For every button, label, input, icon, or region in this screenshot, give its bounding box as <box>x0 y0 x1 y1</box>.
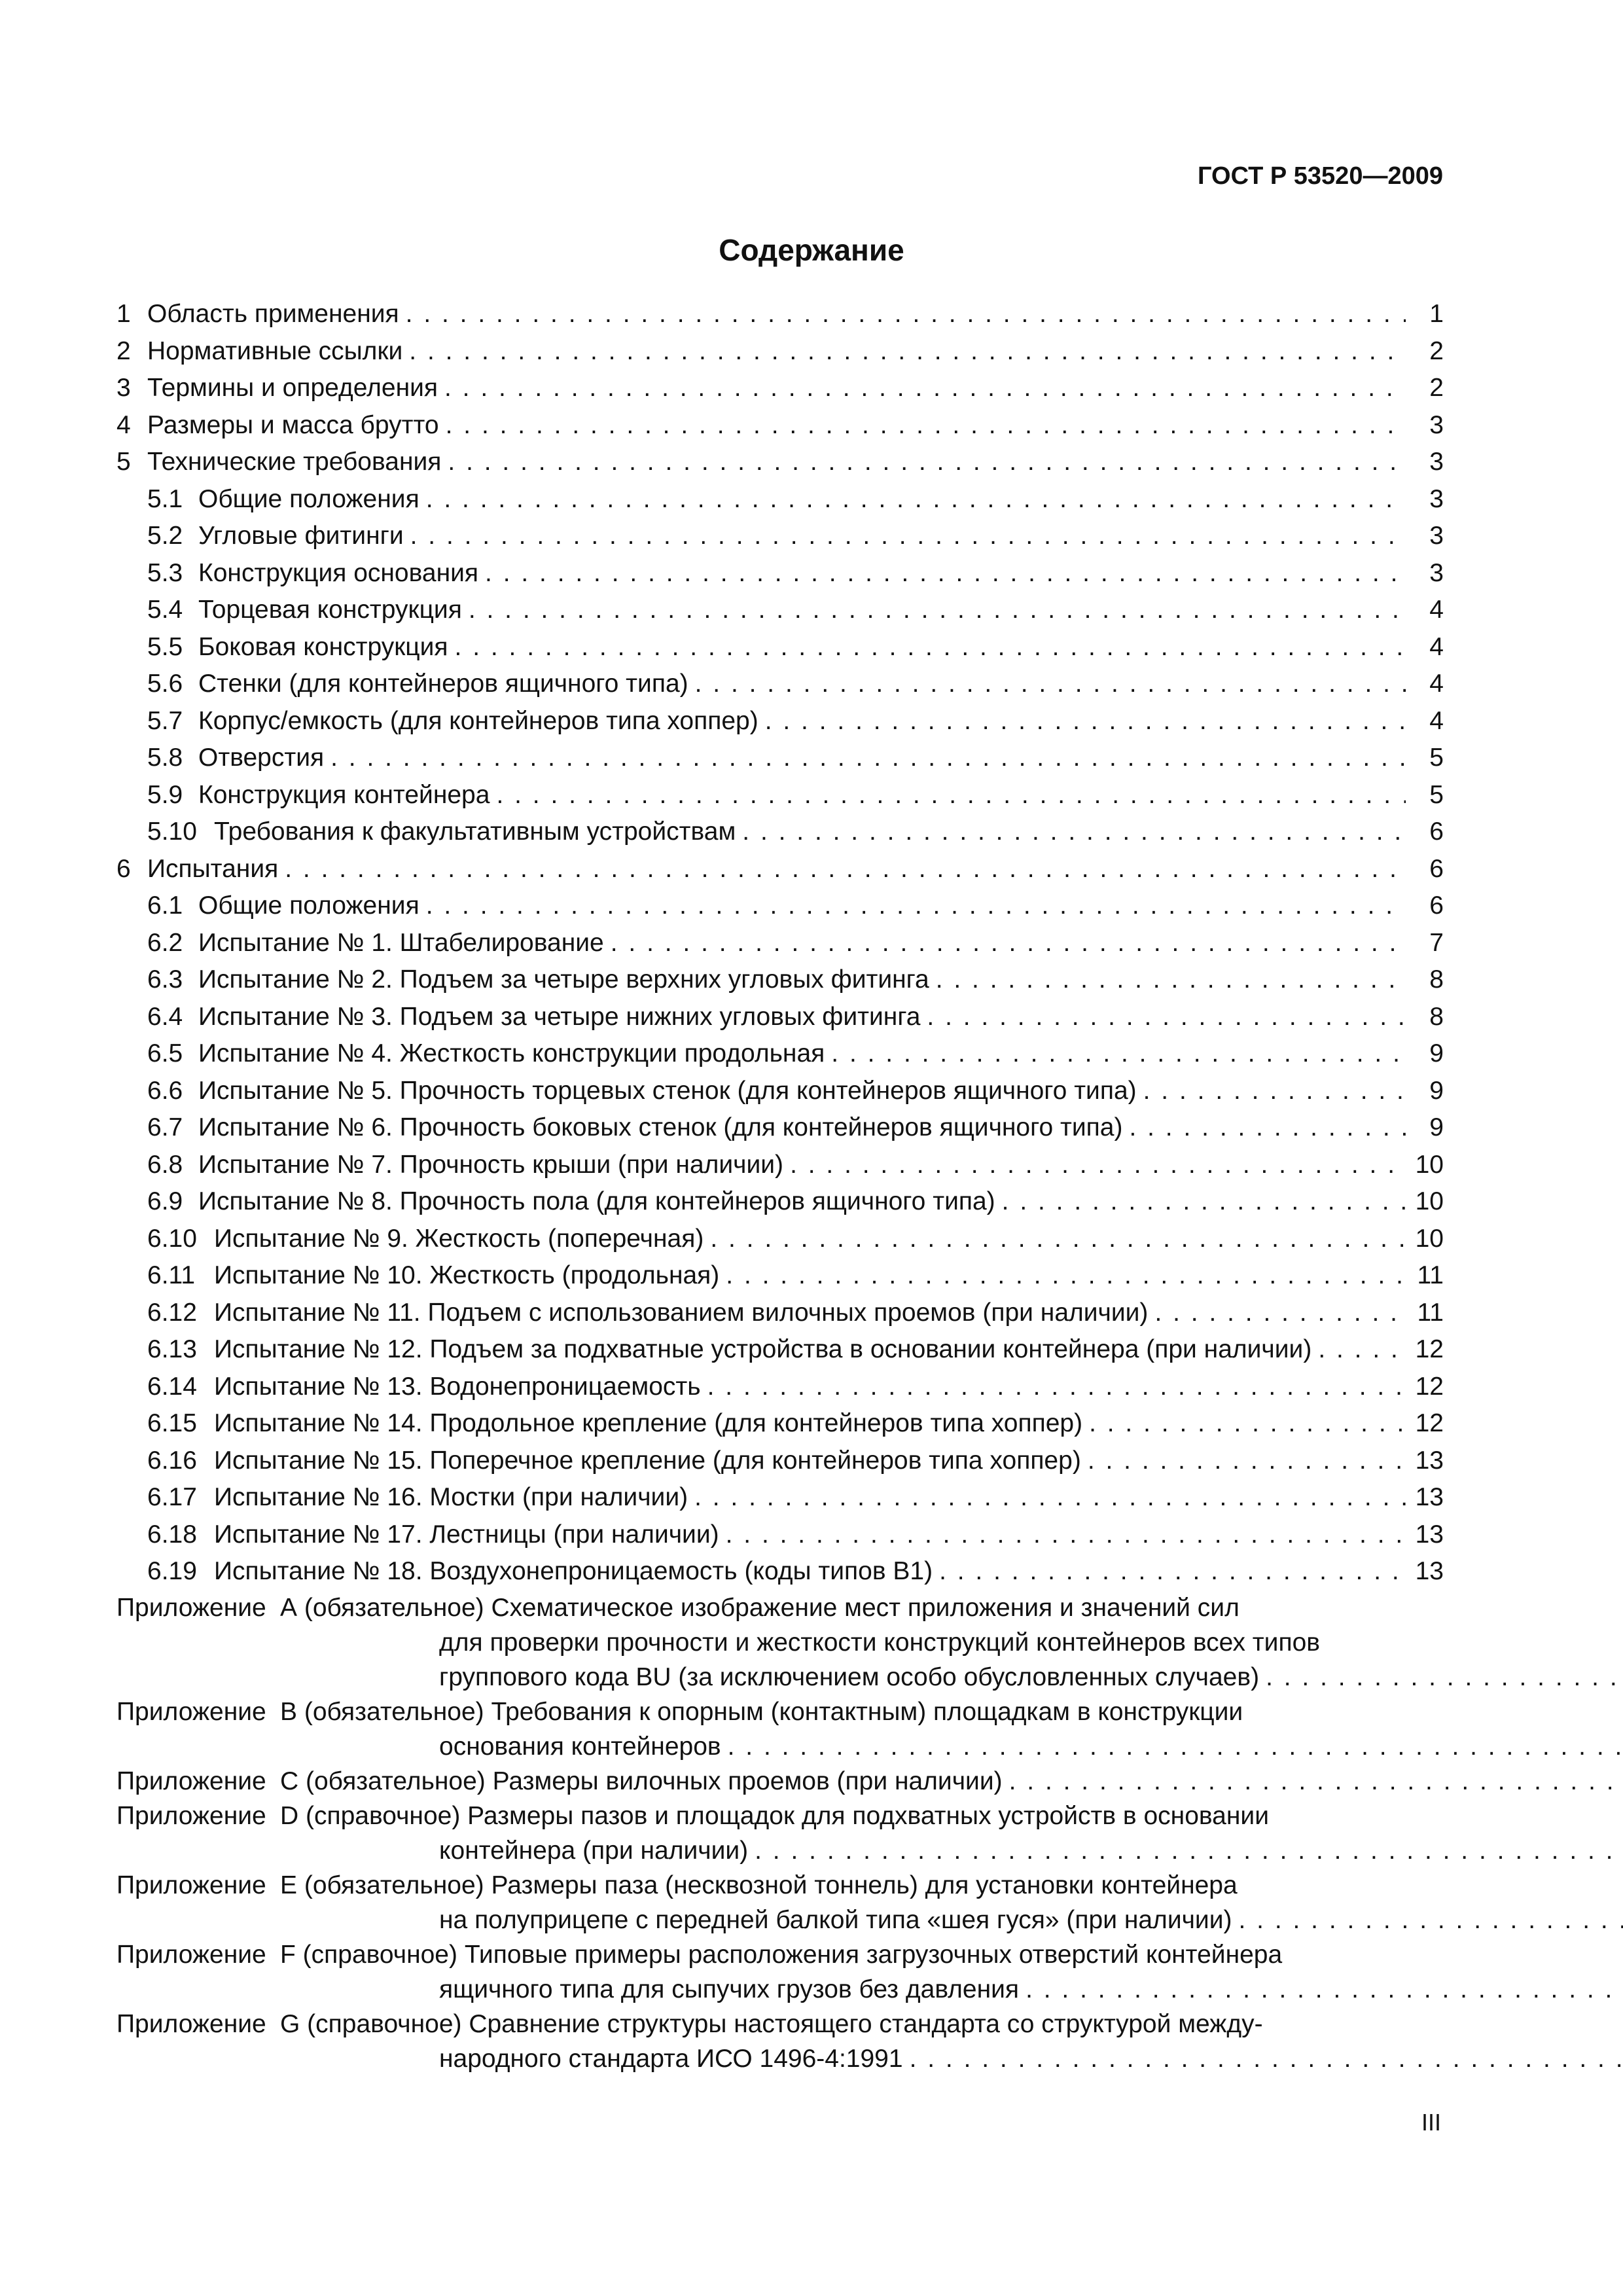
dot-leader <box>742 814 1406 851</box>
toc-entry-title: Испытание № 10. Жесткость (продольная) <box>214 1261 720 1289</box>
toc-entry-page: 10 <box>1415 1224 1444 1253</box>
appendix-label: Приложение <box>116 1940 266 1969</box>
toc-entry-page: 3 <box>1429 522 1444 550</box>
dot-leader <box>1266 1660 1623 1695</box>
appendix-label: Приложение <box>116 2009 266 2038</box>
dot-leader <box>444 370 1406 407</box>
dot-leader <box>406 296 1406 333</box>
toc-entry[interactable] <box>116 444 1444 481</box>
toc-entry[interactable] <box>116 814 1444 851</box>
toc-entry-page: 4 <box>1429 596 1444 624</box>
toc-entry-title: Размеры и масса брутто <box>147 410 439 439</box>
toc-entry-page: 13 <box>1415 1483 1444 1511</box>
toc-entry-title: Угловые фитинги <box>198 522 404 550</box>
toc-entry-title: Боковая конструкция <box>198 632 448 661</box>
toc-entry-page: 2 <box>1429 336 1444 365</box>
toc-entry-page: 3 <box>1429 410 1444 439</box>
toc-entry-number: 6.13 <box>147 1335 197 1363</box>
toc-entry-number: 6.12 <box>147 1298 197 1327</box>
toc-entry-number: 6.11 <box>147 1261 196 1289</box>
toc-entry-number: 6.16 <box>147 1446 197 1475</box>
toc-entry-title: Испытание № 12. Подъем за подхватные устройства в основании контейнера (при наличии) <box>214 1335 1312 1363</box>
toc-entry-number: 6.1 <box>147 891 183 920</box>
toc-entry-page: 9 <box>1429 1113 1444 1141</box>
appendix-label: Приложение <box>116 1767 266 1795</box>
toc-entry-number: 5.6 <box>147 670 183 698</box>
toc-entry[interactable] <box>116 407 1444 444</box>
appendix-label: Приложение <box>116 1871 266 1899</box>
toc-entry-page: 13 <box>1415 1446 1444 1475</box>
toc-entry[interactable] <box>116 1479 1444 1516</box>
toc-entry-number: 5.5 <box>147 632 183 661</box>
dot-leader <box>496 777 1406 814</box>
toc-entry[interactable] <box>116 666 1444 703</box>
toc-entry-title: Испытание № 14. Продольное крепление (для контейнеров типа хоппер) <box>214 1409 1083 1437</box>
dot-leader <box>1089 1405 1406 1443</box>
toc-appendix[interactable] <box>116 1590 1444 1695</box>
toc-entry-number: 1 <box>116 300 131 328</box>
toc-entry-number: 6.15 <box>147 1409 197 1437</box>
dot-leader <box>1002 1183 1406 1221</box>
dot-leader <box>831 1035 1406 1073</box>
toc-entry[interactable] <box>116 481 1444 518</box>
appendix-label: Приложение <box>116 1593 266 1622</box>
toc-entry-page: 5 <box>1429 744 1444 772</box>
toc-entry-title: Испытание № 5. Прочность торцевых стенок (для контейнеров ящичного типа) <box>198 1076 1137 1105</box>
toc-entry-title: Общие положения <box>198 891 419 920</box>
toc-entry[interactable] <box>116 740 1444 777</box>
toc-entry[interactable] <box>116 629 1444 666</box>
appendix-title-line: А (обязательное) Схематическое изображение мест приложения и значений сил <box>280 1593 1240 1622</box>
toc-appendix[interactable] <box>116 1868 1444 1937</box>
toc-entry-number: 5.3 <box>147 558 183 587</box>
dot-leader <box>469 592 1406 629</box>
dot-leader <box>1238 1903 1623 1937</box>
toc-entry-number: 5.7 <box>147 706 183 735</box>
toc-entry-title: Испытание № 18. Воздухонепроницаемость (коды типов В1) <box>214 1557 933 1585</box>
dot-leader <box>426 888 1406 925</box>
appendix-label: Приложение <box>116 1801 266 1830</box>
toc-entry-number: 6.5 <box>147 1039 183 1067</box>
toc-entry-title: Корпус/емкость (для контейнеров типа хоппер) <box>198 706 758 735</box>
toc-entry-page: 10 <box>1415 1187 1444 1215</box>
dot-leader <box>330 740 1406 777</box>
toc-entry[interactable] <box>116 1443 1444 1480</box>
dot-leader <box>765 703 1406 740</box>
toc-entry-page: 8 <box>1429 965 1444 994</box>
toc-entry-title: Испытание № 8. Прочность пола (для контейнеров ящичного типа) <box>198 1187 995 1215</box>
toc-entry-page: 6 <box>1429 854 1444 883</box>
toc-entry-title: Испытание № 4. Жесткость конструкции продольная <box>198 1039 825 1067</box>
toc-entry-page: 5 <box>1429 780 1444 809</box>
dot-leader <box>455 629 1406 666</box>
appendix-label: Приложение <box>116 1697 266 1726</box>
toc-entry[interactable] <box>116 370 1444 407</box>
toc-entry-page: 12 <box>1415 1335 1444 1363</box>
toc-entry[interactable] <box>116 851 1444 888</box>
toc-entry-number: 6.18 <box>147 1520 197 1549</box>
toc-entry-number: 6.6 <box>147 1076 183 1105</box>
toc-entry[interactable] <box>116 1073 1444 1110</box>
dot-leader <box>695 666 1406 703</box>
appendix-title-line: ящичного типа для сыпучих грузов без давления <box>439 1975 1020 2003</box>
toc-entry-title: Испытание № 16. Мостки (при наличии) <box>214 1483 688 1511</box>
toc-entry-number: 5.1 <box>147 484 183 513</box>
toc-entry-title: Стенки (для контейнеров ящичного типа) <box>198 670 688 698</box>
appendix-title-line: С (обязательное) Размеры вилочных проемов (при наличии) <box>280 1767 1003 1795</box>
appendix-title-line: на полуприцепе с передней балкой типа «шея гуся» (при наличии) <box>439 1905 1232 1934</box>
dot-leader <box>707 1369 1406 1406</box>
toc-entry-title: Испытание № 11. Подъем с использованием вилочных проемов (при наличии) <box>214 1298 1149 1327</box>
toc-entry-title: Технические требования <box>147 448 442 476</box>
dot-leader <box>728 1729 1623 1764</box>
toc-entry-number: 5.8 <box>147 744 183 772</box>
toc-entry[interactable] <box>116 1035 1444 1073</box>
toc-entry-number: 5.9 <box>147 780 183 809</box>
document-id: ГОСТ Р 53520—2009 <box>1198 162 1443 190</box>
toc-entry-number: 6.3 <box>147 965 183 994</box>
toc-entry-page: 1 <box>1429 300 1444 328</box>
toc-entry-number: 6.19 <box>147 1557 197 1585</box>
dot-leader <box>726 1257 1406 1295</box>
dot-leader <box>790 1147 1406 1184</box>
dot-leader <box>710 1221 1406 1258</box>
toc-entry-number: 4 <box>116 410 131 439</box>
dot-leader <box>1143 1073 1406 1110</box>
toc-entry-number: 6.9 <box>147 1187 183 1215</box>
toc-entry-number: 5.10 <box>147 817 197 846</box>
toc-entry-number: 6.14 <box>147 1372 197 1401</box>
toc-entry-title: Нормативные ссылки <box>147 336 403 365</box>
toc-entry-number: 5.4 <box>147 596 183 624</box>
toc-entry-page: 6 <box>1429 817 1444 846</box>
toc-entry-title: Термины и определения <box>147 374 438 402</box>
toc-entry-page: 10 <box>1415 1150 1444 1179</box>
toc-entry-page: 4 <box>1429 706 1444 735</box>
appendix-title-line: F (справочное) Типовые примеры расположения загрузочных отверстий контейнера <box>280 1940 1283 1969</box>
toc-entry-page: 6 <box>1429 891 1444 920</box>
toc-entry-number: 6.17 <box>147 1483 197 1511</box>
page-number: III <box>1421 2109 1441 2136</box>
toc-entry-page: 3 <box>1429 484 1444 513</box>
toc-entry[interactable] <box>116 1553 1444 1590</box>
toc-entry[interactable] <box>116 1295 1444 1332</box>
toc-entry-page: 4 <box>1429 670 1444 698</box>
toc-entry-title: Торцевая конструкция <box>198 596 462 624</box>
dot-leader <box>939 1553 1406 1590</box>
toc-entry-title: Испытание № 6. Прочность боковых стенок (для контейнеров ящичного типа) <box>198 1113 1123 1141</box>
toc-entry-page: 9 <box>1429 1039 1444 1067</box>
dot-leader <box>694 1479 1406 1516</box>
toc-entry[interactable] <box>116 555 1444 592</box>
toc-entry-page: 4 <box>1429 632 1444 661</box>
dot-leader <box>410 518 1406 555</box>
table-of-contents <box>116 296 1444 2076</box>
appendix-title-line: D (справочное) Размеры пазов и площадок для подхватных устройств в основании <box>280 1801 1269 1830</box>
dot-leader <box>1318 1331 1406 1369</box>
appendix-title-line: Е (обязательное) Размеры паза (несквозной тоннель) для установки контейнера <box>280 1871 1238 1899</box>
toc-entry-title: Испытание № 1. Штабелирование <box>198 928 604 957</box>
toc-entry[interactable] <box>116 1183 1444 1221</box>
dot-leader <box>726 1516 1406 1554</box>
appendix-title-line: основания контейнеров <box>439 1732 721 1761</box>
toc-entry[interactable] <box>116 703 1444 740</box>
dot-leader <box>910 2041 1623 2076</box>
toc-entry-number: 3 <box>116 374 131 402</box>
dot-leader <box>1009 1764 1623 1799</box>
toc-entry-page: 13 <box>1415 1520 1444 1549</box>
toc-appendix[interactable] <box>116 1799 1444 1868</box>
toc-entry-number: 6.2 <box>147 928 183 957</box>
dot-leader <box>755 1833 1623 1868</box>
toc-entry[interactable] <box>116 592 1444 629</box>
toc-entry-page: 8 <box>1429 1002 1444 1031</box>
toc-entry-title: Конструкция основания <box>198 558 479 587</box>
toc-entry-page: 2 <box>1429 374 1444 402</box>
appendix-title-line: народного стандарта ИСО 1496-4:1991 <box>439 2044 903 2073</box>
toc-entry-title: Испытание № 9. Жесткость (поперечная) <box>214 1224 704 1253</box>
toc-entry[interactable] <box>116 296 1444 333</box>
toc-entry[interactable] <box>116 925 1444 962</box>
appendix-title-line: В (обязательное) Требования к опорным (контактным) площадкам в конструкции <box>280 1697 1243 1726</box>
toc-entry-number: 6.7 <box>147 1113 183 1141</box>
toc-entry-title: Испытание № 17. Лестницы (при наличии) <box>214 1520 719 1549</box>
toc-appendix[interactable] <box>116 2007 1444 2076</box>
toc-entry-title: Испытание № 15. Поперечное крепление (для контейнеров типа хоппер) <box>214 1446 1081 1475</box>
toc-entry-page: 3 <box>1429 448 1444 476</box>
toc-appendix[interactable] <box>116 1937 1444 2007</box>
dot-leader <box>446 407 1406 444</box>
appendix-title-line: группового кода BU (за исключением особо обусловленных случаев) <box>439 1662 1260 1691</box>
appendix-title-line: для проверки прочности и жесткости конструкций контейнеров всех типов <box>439 1628 1320 1657</box>
dot-leader <box>611 925 1406 962</box>
dot-leader <box>1088 1443 1406 1480</box>
toc-entry-page: 3 <box>1429 558 1444 587</box>
toc-entry[interactable] <box>116 888 1444 925</box>
toc-entry-page: 13 <box>1415 1557 1444 1585</box>
toc-entry-page: 12 <box>1415 1372 1444 1401</box>
toc-entry[interactable] <box>116 1405 1444 1443</box>
toc-entry-page: 7 <box>1429 928 1444 957</box>
dot-leader <box>927 999 1406 1036</box>
dot-leader <box>1026 1972 1623 2007</box>
dot-leader <box>448 444 1406 481</box>
toc-entry-title: Испытание № 7. Прочность крыши (при наличии) <box>198 1150 784 1179</box>
toc-appendix[interactable] <box>116 1695 1444 1764</box>
dot-leader <box>426 481 1406 518</box>
toc-entry-number: 6.10 <box>147 1224 197 1253</box>
dot-leader <box>485 555 1406 592</box>
toc-entry-page: 11 <box>1417 1298 1444 1327</box>
dot-leader <box>409 333 1406 370</box>
toc-entry-title: Испытание № 13. Водонепроницаемость <box>214 1372 701 1401</box>
toc-entry[interactable] <box>116 333 1444 370</box>
toc-entry-number: 2 <box>116 336 131 365</box>
toc-entry-page: 12 <box>1415 1409 1444 1437</box>
toc-entry[interactable] <box>116 961 1444 999</box>
toc-entry-title: Испытания <box>147 854 279 883</box>
toc-entry[interactable] <box>116 1516 1444 1554</box>
toc-entry[interactable] <box>116 1331 1444 1369</box>
appendix-title-line: контейнера (при наличии) <box>439 1836 749 1865</box>
toc-entry-title: Область применения <box>147 300 399 328</box>
toc-entry[interactable] <box>116 1369 1444 1406</box>
toc-entry[interactable] <box>116 1147 1444 1184</box>
dot-leader <box>1154 1295 1406 1332</box>
toc-entry[interactable] <box>116 999 1444 1036</box>
toc-entry-number: 6.4 <box>147 1002 183 1031</box>
toc-entry-title: Испытание № 2. Подъем за четыре верхних угловых фитинга <box>198 965 929 994</box>
toc-entry-title: Конструкция контейнера <box>198 780 490 809</box>
toc-entry-number: 5 <box>116 448 131 476</box>
toc-entry[interactable] <box>116 1109 1444 1147</box>
toc-appendix[interactable] <box>116 1764 1444 1799</box>
toc-entry-page: 9 <box>1429 1076 1444 1105</box>
appendix-title-line: G (справочное) Сравнение структуры настоящего стандарта со структурой между- <box>280 2009 1263 2038</box>
toc-entry-title: Общие положения <box>198 484 419 513</box>
toc-entry-page: 11 <box>1417 1261 1444 1289</box>
toc-entry[interactable] <box>116 1257 1444 1295</box>
dot-leader <box>1129 1109 1406 1147</box>
page-title: Содержание <box>719 233 904 267</box>
toc-entry[interactable] <box>116 777 1444 814</box>
toc-entry[interactable] <box>116 518 1444 555</box>
toc-entry-number: 5.2 <box>147 522 183 550</box>
toc-entry-title: Требования к факультативным устройствам <box>214 817 736 846</box>
toc-entry[interactable] <box>116 1221 1444 1258</box>
toc-entry-number: 6.8 <box>147 1150 183 1179</box>
dot-leader <box>936 961 1406 999</box>
toc-entry-number: 6 <box>116 854 131 883</box>
toc-entry-title: Испытание № 3. Подъем за четыре нижних угловых фитинга <box>198 1002 921 1031</box>
toc-entry-title: Отверстия <box>198 744 325 772</box>
dot-leader <box>285 851 1406 888</box>
